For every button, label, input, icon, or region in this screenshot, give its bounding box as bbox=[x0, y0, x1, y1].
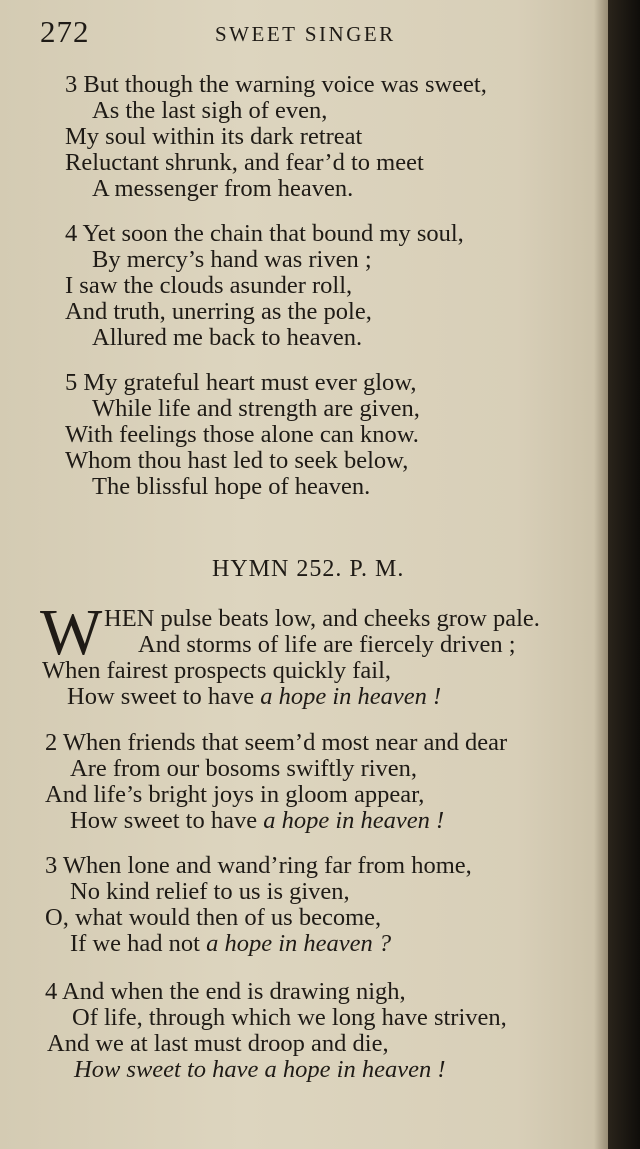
verse-line: Whom thou hast led to seek below, bbox=[65, 447, 409, 474]
verse-line: And truth, unerring as the pole, bbox=[65, 298, 372, 325]
verse-line: 3 When lone and wand’ring far from home, bbox=[45, 852, 472, 879]
verse-line: O, what would then of us become, bbox=[45, 904, 382, 931]
book-spine-edge bbox=[608, 0, 640, 1149]
verse-line: I saw the clouds asunder roll, bbox=[65, 272, 353, 299]
verse-line: Of life, through which we long have striven, bbox=[72, 1004, 507, 1031]
page-header bbox=[0, 14, 608, 54]
verse-line: Reluctant shrunk, and fear’d to meet bbox=[65, 149, 424, 176]
verse-line: While life and strength are given, bbox=[92, 395, 420, 422]
verse-line: How sweet to have a hope in heaven ! bbox=[67, 683, 442, 710]
verse-line: 3 But though the warning voice was sweet, bbox=[65, 71, 487, 98]
verse-line: 5 My grateful heart must ever glow, bbox=[65, 369, 417, 396]
verse-line: The blissful hope of heaven. bbox=[92, 473, 371, 500]
verse-line: And storms of life are fiercely driven ; bbox=[138, 631, 516, 658]
verse-line: Allured me back to heaven. bbox=[92, 324, 363, 351]
verse-line: And life’s bright joys in gloom appear, bbox=[45, 781, 425, 808]
verse-line: As the last sigh of even, bbox=[92, 97, 328, 124]
running-title: SWEET SINGER bbox=[215, 22, 396, 46]
verse-line: A messenger from heaven. bbox=[92, 175, 354, 202]
page-number: 272 bbox=[40, 14, 90, 49]
verse-line: HEN pulse beats low, and cheeks grow pale. bbox=[104, 605, 540, 632]
verse-line: How sweet to have a hope in heaven ! bbox=[74, 1056, 446, 1083]
verse-line: Are from our bosoms swiftly riven, bbox=[70, 755, 418, 782]
verse-line: 2 When friends that seem’d most near and dear bbox=[45, 729, 508, 756]
verse-line: How sweet to have a hope in heaven ! bbox=[70, 807, 445, 834]
verse-line: And we at last must droop and die, bbox=[47, 1030, 389, 1057]
verse-line: No kind relief to us is given, bbox=[70, 878, 350, 905]
verse-line: My soul within its dark retreat bbox=[65, 123, 363, 150]
verse-line: If we had not a hope in heaven ? bbox=[70, 930, 392, 957]
hymn-title: HYMN 252. P. M. bbox=[212, 556, 405, 582]
verse-line: 4 Yet soon the chain that bound my soul, bbox=[65, 220, 464, 247]
verse-line: With feelings those alone can know. bbox=[65, 421, 419, 448]
verse-line: By mercy’s hand was riven ; bbox=[92, 246, 372, 273]
verse-line: When fairest prospects quickly fail, bbox=[42, 657, 392, 684]
drop-cap: W bbox=[40, 596, 103, 669]
verse-line: 4 And when the end is drawing nigh, bbox=[45, 978, 406, 1005]
